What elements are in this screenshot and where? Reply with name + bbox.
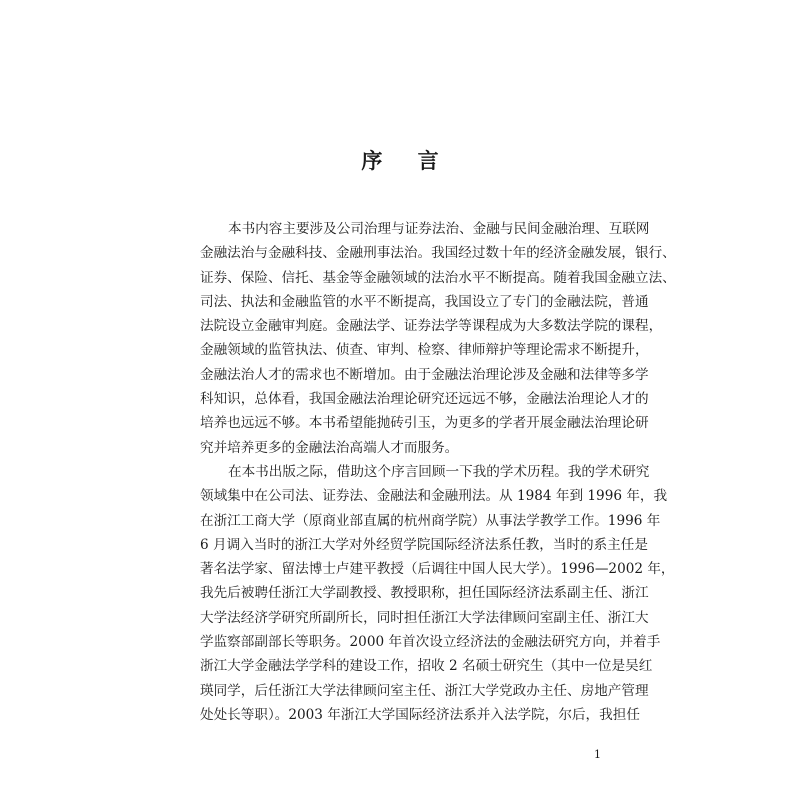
text-line: 大学法经济学研究所副所长，同时担任浙江大学法律顾问室副主任、浙江大 [200, 609, 649, 626]
text-line: 浙江大学金融法学学科的建设工作，招收 2 名硕士研究生（其中一位是吴红 [200, 658, 653, 675]
text-line: 本书内容主要涉及公司治理与证券法治、金融与民间金融治理、互联网 [228, 221, 650, 237]
text-line: 瑛同学，后任浙江大学法律顾问室主任、浙江大学党政办主任、房地产管理 [200, 682, 649, 699]
text-line: 著名法学家、留法博士卢建平教授（后调往中国人民大学）。1996—2002 年， [200, 561, 675, 578]
text-line: 处处长等职）。2003 年浙江大学国际经济法系并入法学院，尔后，我担任 [200, 706, 640, 723]
text-line: 在本书出版之际，借助这个序言回顾一下我的学术历程。我的学术研究 [228, 463, 650, 480]
text-line: 在浙江工商大学（原商业部直属的杭州商学院）从事法学教学工作。1996 年 [200, 512, 661, 529]
text-line: 究并培养更多的金融法治高端人才而服务。 [200, 439, 459, 456]
page-title: 序 言 [361, 148, 453, 173]
text-line: 金融领域的监管执法、侦查、审判、检察、律师辩护等理论需求不断提升， [200, 342, 649, 359]
text-line: 金融法治与金融科技、金融刑事法治。我国经过数十年的经济金融发展，银行、 [200, 245, 676, 262]
text-line: 证券、保险、信托、基金等金融领域的法治水平不断提高。随着我国金融立法、 [200, 269, 676, 286]
text-line: 领域集中在公司法、证券法、金融法和金融刑法。从 1984 年到 1996 年，我 [200, 488, 668, 505]
text-line: 金融法治人才的需求也不断增加。由于金融法治理论涉及金融和法律等多学 [200, 366, 649, 383]
paragraph [200, 460, 675, 727]
text-line: 司法、执法和金融监管的水平不断提高，我国设立了专门的金融法院，普通 [200, 293, 649, 310]
document-body [200, 217, 676, 727]
text-line: 科知识，总体看，我国金融法治理论研究还远远不够，金融法治理论人才的 [200, 391, 649, 408]
text-line: 培养也远远不够。本书希望能抛砖引玉，为更多的学者开展金融法治理论研 [200, 415, 649, 432]
paragraph [200, 217, 676, 460]
text-line: 我先后被聘任浙江大学副教授、教授职称，担任国际经济法系副主任、浙江 [200, 585, 649, 602]
page-number: 1 [594, 748, 601, 761]
text-line: 6 月调入当时的浙江大学对外经贸学院国际经济法系任教，当时的系主任是 [200, 536, 648, 553]
text-line: 法院设立金融审判庭。金融法学、证券法学等课程成为大多数法学院的课程， [200, 318, 663, 335]
text-line: 学监察部副部长等职务。2000 年首次设立经济法的金融法研究方向，并着手 [200, 634, 661, 651]
